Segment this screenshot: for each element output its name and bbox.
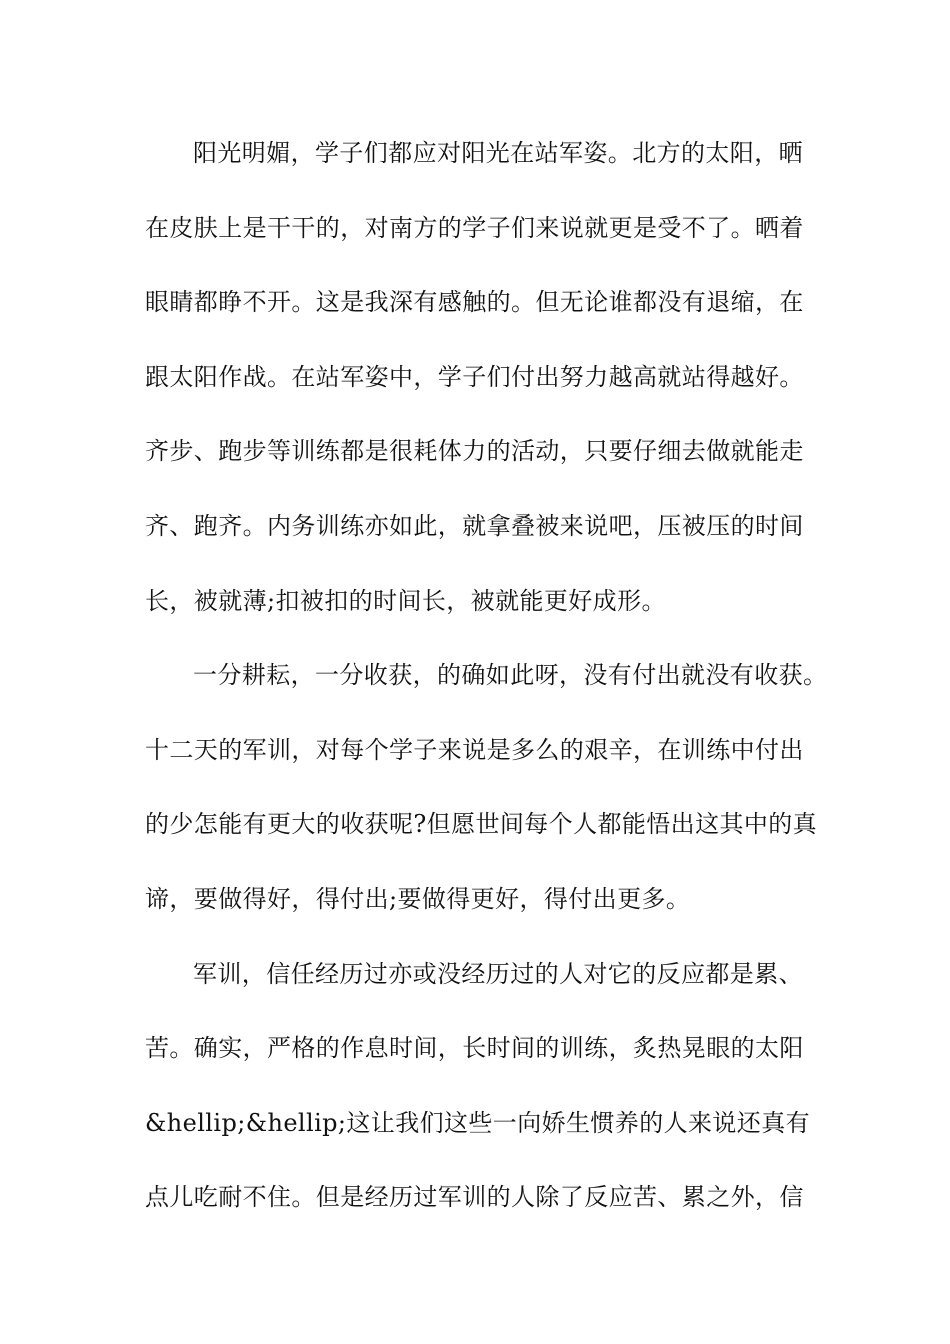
- paragraph-3-line-1: 军训，信任经历过亦或没经历过的人对它的反应都是累、: [193, 959, 803, 988]
- paragraph-3-line-2: 苦。确实，严格的作息时间，长时间的训练，炙热晃眼的太阳: [145, 1034, 804, 1063]
- paragraph-1-line-5: 齐步、跑步等训练都是很耗体力的活动，只要仔细去做就能走: [145, 437, 804, 466]
- document-body: [145, 133, 835, 1252]
- paragraph-2-line-2: 十二天的军训，对每个学子来说是多么的艰辛，在训练中付出: [145, 735, 804, 764]
- paragraph-1-line-4: 跟太阳作战。在站军姿中，学子们付出努力越高就站得越好。: [145, 362, 804, 391]
- paragraph-3-line-3: &hellip;&hellip;这让我们这些一向娇生惯养的人来说还真有: [145, 1108, 810, 1137]
- paragraph-1-line-1: 阳光明媚，学子们都应对阳光在站军姿。北方的太阳，晒: [193, 139, 803, 167]
- paragraph-2-line-3: 的少怎能有更大的收获呢?但愿世间每个人都能悟出这其中的真: [145, 810, 818, 839]
- paragraph-2-line-4: 谛，要做得好，得付出;要做得更好，得付出更多。: [145, 884, 691, 913]
- paragraph-2-line-1: 一分耕耘，一分收获，的确如此呀，没有付出就没有收获。: [193, 661, 828, 690]
- paragraph-1-line-2: 在皮肤上是干干的，对南方的学子们来说就更是受不了。晒着: [145, 213, 804, 242]
- paragraph-3-line-4: 点儿吃耐不住。但是经历过军训的人除了反应苦、累之外，信: [145, 1183, 804, 1212]
- paragraph-1-line-3: 眼睛都睁不开。这是我深有感触的。但无论谁都没有退缩，在: [145, 288, 804, 317]
- paragraph-1-line-7: 长，被就薄;扣被扣的时间长，被就能更好成形。: [145, 586, 666, 615]
- paragraph-1-line-6: 齐、跑齐。内务训练亦如此，就拿叠被来说吧，压被压的时间: [145, 511, 804, 540]
